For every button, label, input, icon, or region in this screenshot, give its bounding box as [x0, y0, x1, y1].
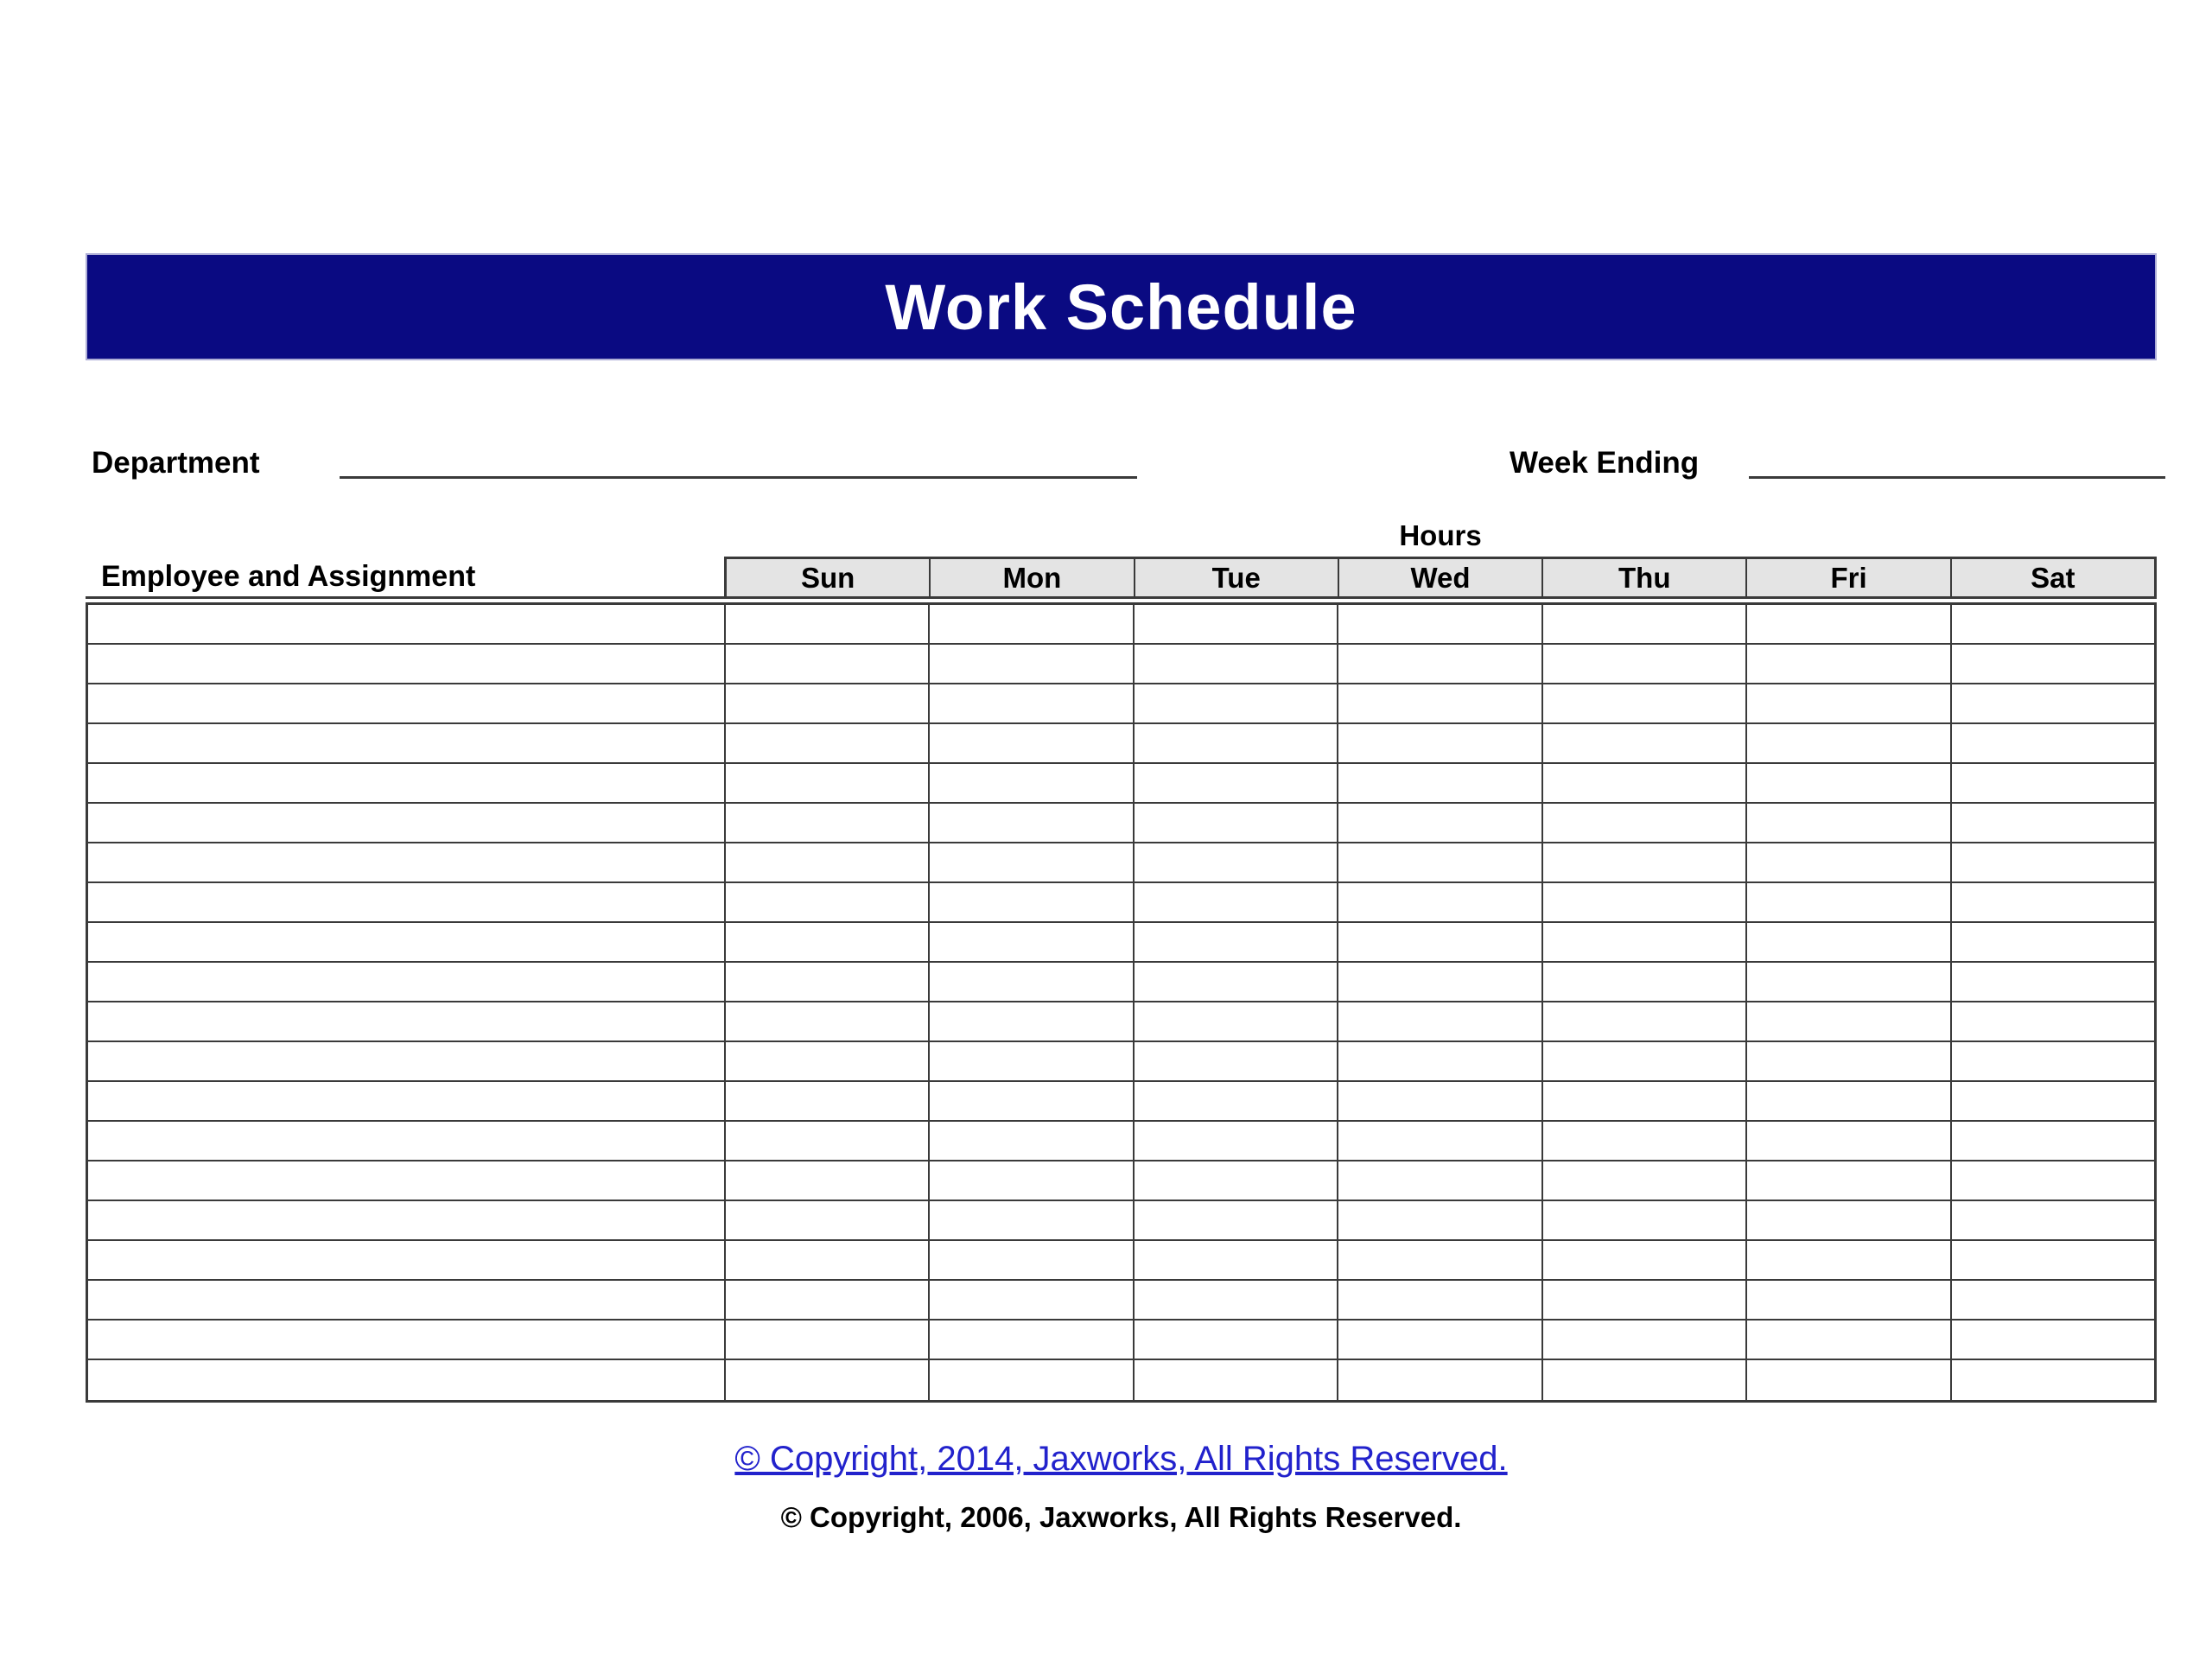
table-row	[88, 605, 2154, 645]
week-ending-input-line[interactable]	[1749, 476, 2165, 479]
day-cell-mon[interactable]	[928, 963, 1132, 1001]
day-cell-tue[interactable]	[1133, 724, 1337, 762]
title-bar	[86, 253, 2157, 360]
day-cell-mon[interactable]	[928, 684, 1132, 722]
day-cell-wed[interactable]	[1337, 1082, 1541, 1120]
day-header-tue: Tue	[1134, 559, 1338, 596]
day-cell-thu[interactable]	[1541, 1002, 1745, 1041]
day-header-wed: Wed	[1338, 559, 1541, 596]
day-cell-tue[interactable]	[1133, 804, 1337, 842]
day-cell-thu[interactable]	[1541, 804, 1745, 842]
day-cell-fri[interactable]	[1745, 1201, 1949, 1239]
day-cell-mon[interactable]	[928, 804, 1132, 842]
day-cell-thu[interactable]	[1541, 1241, 1745, 1279]
day-cell-wed[interactable]	[1337, 1201, 1541, 1239]
day-cell-fri[interactable]	[1745, 1002, 1949, 1041]
day-cell-sat[interactable]	[1950, 1002, 2154, 1041]
day-cell-sun[interactable]	[724, 843, 928, 881]
table-row	[88, 645, 2154, 684]
day-cell-tue[interactable]	[1133, 843, 1337, 881]
table-row	[88, 804, 2154, 843]
day-cell-thu[interactable]	[1541, 605, 1745, 643]
day-cell-thu[interactable]	[1541, 923, 1745, 961]
day-header-thu: Thu	[1541, 559, 1745, 596]
day-cell-sat[interactable]	[1950, 963, 2154, 1001]
page-title: Work Schedule	[885, 270, 1357, 343]
day-header-row	[724, 557, 2157, 596]
table-row	[88, 1281, 2154, 1321]
employee-cell[interactable]	[88, 883, 724, 921]
day-cell-wed[interactable]	[1337, 1241, 1541, 1279]
day-cell-sat[interactable]	[1950, 1201, 2154, 1239]
employee-cell[interactable]	[88, 684, 724, 722]
day-cell-sat[interactable]	[1950, 1122, 2154, 1160]
day-cell-mon[interactable]	[928, 1360, 1132, 1400]
day-cell-sun[interactable]	[724, 1042, 928, 1080]
day-cell-thu[interactable]	[1541, 1082, 1745, 1120]
day-cell-sun[interactable]	[724, 724, 928, 762]
table-row	[88, 1082, 2154, 1122]
employee-cell[interactable]	[88, 1161, 724, 1200]
day-cell-wed[interactable]	[1337, 804, 1541, 842]
day-cell-tue[interactable]	[1133, 764, 1337, 802]
day-cell-wed[interactable]	[1337, 843, 1541, 881]
day-cell-tue[interactable]	[1133, 1042, 1337, 1080]
day-cell-mon[interactable]	[928, 1321, 1132, 1359]
week-ending-label: Week Ending	[1510, 446, 1700, 480]
day-cell-tue[interactable]	[1133, 684, 1337, 722]
day-cell-thu[interactable]	[1541, 1122, 1745, 1160]
day-header-mon: Mon	[929, 559, 1133, 596]
day-cell-mon[interactable]	[928, 923, 1132, 961]
day-cell-mon[interactable]	[928, 1281, 1132, 1319]
header-divider	[86, 596, 2157, 605]
copyright-text: © Copyright, 2006, Jaxworks, All Rights Reserved.	[780, 1501, 1462, 1533]
day-cell-wed[interactable]	[1337, 1161, 1541, 1200]
day-header-sun: Sun	[727, 559, 929, 596]
employee-cell[interactable]	[88, 605, 724, 643]
table-row	[88, 1201, 2154, 1241]
day-cell-tue[interactable]	[1133, 1201, 1337, 1239]
employee-cell[interactable]	[88, 1281, 724, 1319]
day-cell-sat[interactable]	[1950, 1321, 2154, 1359]
employee-cell[interactable]	[88, 923, 724, 961]
day-cell-thu[interactable]	[1541, 1161, 1745, 1200]
day-cell-wed[interactable]	[1337, 883, 1541, 921]
employee-cell[interactable]	[88, 1002, 724, 1041]
day-cell-tue[interactable]	[1133, 645, 1337, 683]
day-cell-sun[interactable]	[724, 764, 928, 802]
day-cell-mon[interactable]	[928, 645, 1132, 683]
day-cell-thu[interactable]	[1541, 963, 1745, 1001]
day-cell-thu[interactable]	[1541, 843, 1745, 881]
day-cell-mon[interactable]	[928, 1082, 1132, 1120]
day-cell-wed[interactable]	[1337, 1360, 1541, 1400]
day-cell-sat[interactable]	[1950, 804, 2154, 842]
employee-cell[interactable]	[88, 1321, 724, 1359]
day-cell-fri[interactable]	[1745, 923, 1949, 961]
day-cell-tue[interactable]	[1133, 605, 1337, 643]
day-cell-mon[interactable]	[928, 1002, 1132, 1041]
table-row	[88, 1321, 2154, 1360]
day-cell-wed[interactable]	[1337, 923, 1541, 961]
employee-cell[interactable]	[88, 764, 724, 802]
day-cell-sun[interactable]	[724, 883, 928, 921]
day-cell-sun[interactable]	[724, 1082, 928, 1120]
day-cell-sat[interactable]	[1950, 1161, 2154, 1200]
day-cell-sun[interactable]	[724, 605, 928, 643]
day-cell-mon[interactable]	[928, 1201, 1132, 1239]
table-row	[88, 764, 2154, 804]
day-cell-tue[interactable]	[1133, 963, 1337, 1001]
day-cell-sat[interactable]	[1950, 1042, 2154, 1080]
day-cell-fri[interactable]	[1745, 883, 1949, 921]
day-cell-sun[interactable]	[724, 963, 928, 1001]
day-cell-sun[interactable]	[724, 923, 928, 961]
day-cell-wed[interactable]	[1337, 684, 1541, 722]
day-cell-sat[interactable]	[1950, 645, 2154, 683]
day-cell-wed[interactable]	[1337, 645, 1541, 683]
day-cell-tue[interactable]	[1133, 1161, 1337, 1200]
day-cell-sun[interactable]	[724, 684, 928, 722]
employee-cell[interactable]	[88, 645, 724, 683]
day-cell-wed[interactable]	[1337, 605, 1541, 643]
table-row	[88, 1002, 2154, 1042]
day-cell-tue[interactable]	[1133, 1002, 1337, 1041]
employee-cell[interactable]	[88, 1360, 724, 1400]
day-cell-thu[interactable]	[1541, 724, 1745, 762]
day-cell-fri[interactable]	[1745, 1321, 1949, 1359]
day-cell-thu[interactable]	[1541, 645, 1745, 683]
day-cell-fri[interactable]	[1745, 724, 1949, 762]
day-cell-sat[interactable]	[1950, 764, 2154, 802]
day-cell-tue[interactable]	[1133, 923, 1337, 961]
day-cell-wed[interactable]	[1337, 764, 1541, 802]
hours-label: Hours	[1399, 519, 1482, 551]
employee-cell[interactable]	[88, 1122, 724, 1160]
employee-cell[interactable]	[88, 724, 724, 762]
employee-cell[interactable]	[88, 1042, 724, 1080]
day-cell-sun[interactable]	[724, 645, 928, 683]
employee-cell[interactable]	[88, 1201, 724, 1239]
day-cell-sun[interactable]	[724, 1201, 928, 1239]
employee-cell[interactable]	[88, 843, 724, 881]
day-cell-wed[interactable]	[1337, 963, 1541, 1001]
day-cell-fri[interactable]	[1745, 764, 1949, 802]
day-cell-mon[interactable]	[928, 724, 1132, 762]
day-cell-thu[interactable]	[1541, 1321, 1745, 1359]
day-cell-sun[interactable]	[724, 1281, 928, 1319]
day-cell-mon[interactable]	[928, 1042, 1132, 1080]
day-cell-tue[interactable]	[1133, 1082, 1337, 1120]
day-cell-fri[interactable]	[1745, 605, 1949, 643]
table-row	[88, 923, 2154, 963]
department-label: Department	[92, 446, 260, 480]
table-row	[88, 1360, 2154, 1400]
table-row	[88, 1161, 2154, 1201]
day-cell-thu[interactable]	[1541, 883, 1745, 921]
table-row	[88, 684, 2154, 724]
day-cell-thu[interactable]	[1541, 684, 1745, 722]
day-cell-sat[interactable]	[1950, 605, 2154, 643]
day-cell-sun[interactable]	[724, 1241, 928, 1279]
day-cell-fri[interactable]	[1745, 1161, 1949, 1200]
day-cell-fri[interactable]	[1745, 804, 1949, 842]
day-cell-fri[interactable]	[1745, 1241, 1949, 1279]
day-cell-fri[interactable]	[1745, 963, 1949, 1001]
employee-cell[interactable]	[88, 1241, 724, 1279]
table-row	[88, 724, 2154, 764]
day-cell-wed[interactable]	[1337, 1042, 1541, 1080]
schedule-table-body	[86, 605, 2157, 1403]
table-row	[88, 1122, 2154, 1161]
day-cell-tue[interactable]	[1133, 1122, 1337, 1160]
day-header-sat: Sat	[1950, 559, 2154, 596]
copyright-link[interactable]: © Copyright, 2014, Jaxworks, All Rights Reserved.	[734, 1440, 1508, 1478]
employee-cell[interactable]	[88, 963, 724, 1001]
day-cell-sat[interactable]	[1950, 923, 2154, 961]
day-cell-mon[interactable]	[928, 764, 1132, 802]
day-cell-sat[interactable]	[1950, 724, 2154, 762]
day-cell-sun[interactable]	[724, 804, 928, 842]
department-input-line[interactable]	[340, 476, 1137, 479]
day-header-fri: Fri	[1745, 559, 1949, 596]
day-cell-sat[interactable]	[1950, 1241, 2154, 1279]
day-cell-sun[interactable]	[724, 1122, 928, 1160]
day-cell-fri[interactable]	[1745, 1042, 1949, 1080]
day-cell-fri[interactable]	[1745, 645, 1949, 683]
table-row	[88, 963, 2154, 1002]
day-cell-wed[interactable]	[1337, 1281, 1541, 1319]
day-cell-fri[interactable]	[1745, 1360, 1949, 1400]
day-cell-wed[interactable]	[1337, 724, 1541, 762]
day-cell-sun[interactable]	[724, 1321, 928, 1359]
employee-assignment-header: Employee and Assignment	[101, 559, 476, 593]
day-cell-sun[interactable]	[724, 1161, 928, 1200]
day-cell-sat[interactable]	[1950, 883, 2154, 921]
day-cell-mon[interactable]	[928, 1122, 1132, 1160]
day-cell-mon[interactable]	[928, 883, 1132, 921]
day-cell-mon[interactable]	[928, 843, 1132, 881]
day-cell-tue[interactable]	[1133, 883, 1337, 921]
day-cell-sat[interactable]	[1950, 684, 2154, 722]
day-cell-wed[interactable]	[1337, 1122, 1541, 1160]
day-cell-fri[interactable]	[1745, 843, 1949, 881]
employee-cell[interactable]	[88, 804, 724, 842]
table-row	[88, 843, 2154, 883]
day-cell-wed[interactable]	[1337, 1321, 1541, 1359]
day-cell-sat[interactable]	[1950, 843, 2154, 881]
day-cell-tue[interactable]	[1133, 1281, 1337, 1319]
day-cell-tue[interactable]	[1133, 1241, 1337, 1279]
table-row	[88, 1241, 2154, 1281]
day-cell-mon[interactable]	[928, 1241, 1132, 1279]
day-cell-thu[interactable]	[1541, 1201, 1745, 1239]
day-cell-mon[interactable]	[928, 1161, 1132, 1200]
day-cell-fri[interactable]	[1745, 1122, 1949, 1160]
day-cell-sun[interactable]	[724, 1360, 928, 1400]
employee-cell[interactable]	[88, 1082, 724, 1120]
day-cell-wed[interactable]	[1337, 1002, 1541, 1041]
day-cell-fri[interactable]	[1745, 684, 1949, 722]
day-cell-thu[interactable]	[1541, 1042, 1745, 1080]
day-cell-sat[interactable]	[1950, 1360, 2154, 1400]
day-cell-sun[interactable]	[724, 1002, 928, 1041]
day-cell-tue[interactable]	[1133, 1360, 1337, 1400]
day-cell-tue[interactable]	[1133, 1321, 1337, 1359]
day-cell-sat[interactable]	[1950, 1082, 2154, 1120]
day-cell-thu[interactable]	[1541, 1281, 1745, 1319]
day-cell-sat[interactable]	[1950, 1281, 2154, 1319]
day-cell-mon[interactable]	[928, 605, 1132, 643]
table-row	[88, 883, 2154, 923]
table-row	[88, 1042, 2154, 1082]
day-cell-fri[interactable]	[1745, 1082, 1949, 1120]
day-cell-thu[interactable]	[1541, 764, 1745, 802]
day-cell-fri[interactable]	[1745, 1281, 1949, 1319]
day-cell-thu[interactable]	[1541, 1360, 1745, 1400]
